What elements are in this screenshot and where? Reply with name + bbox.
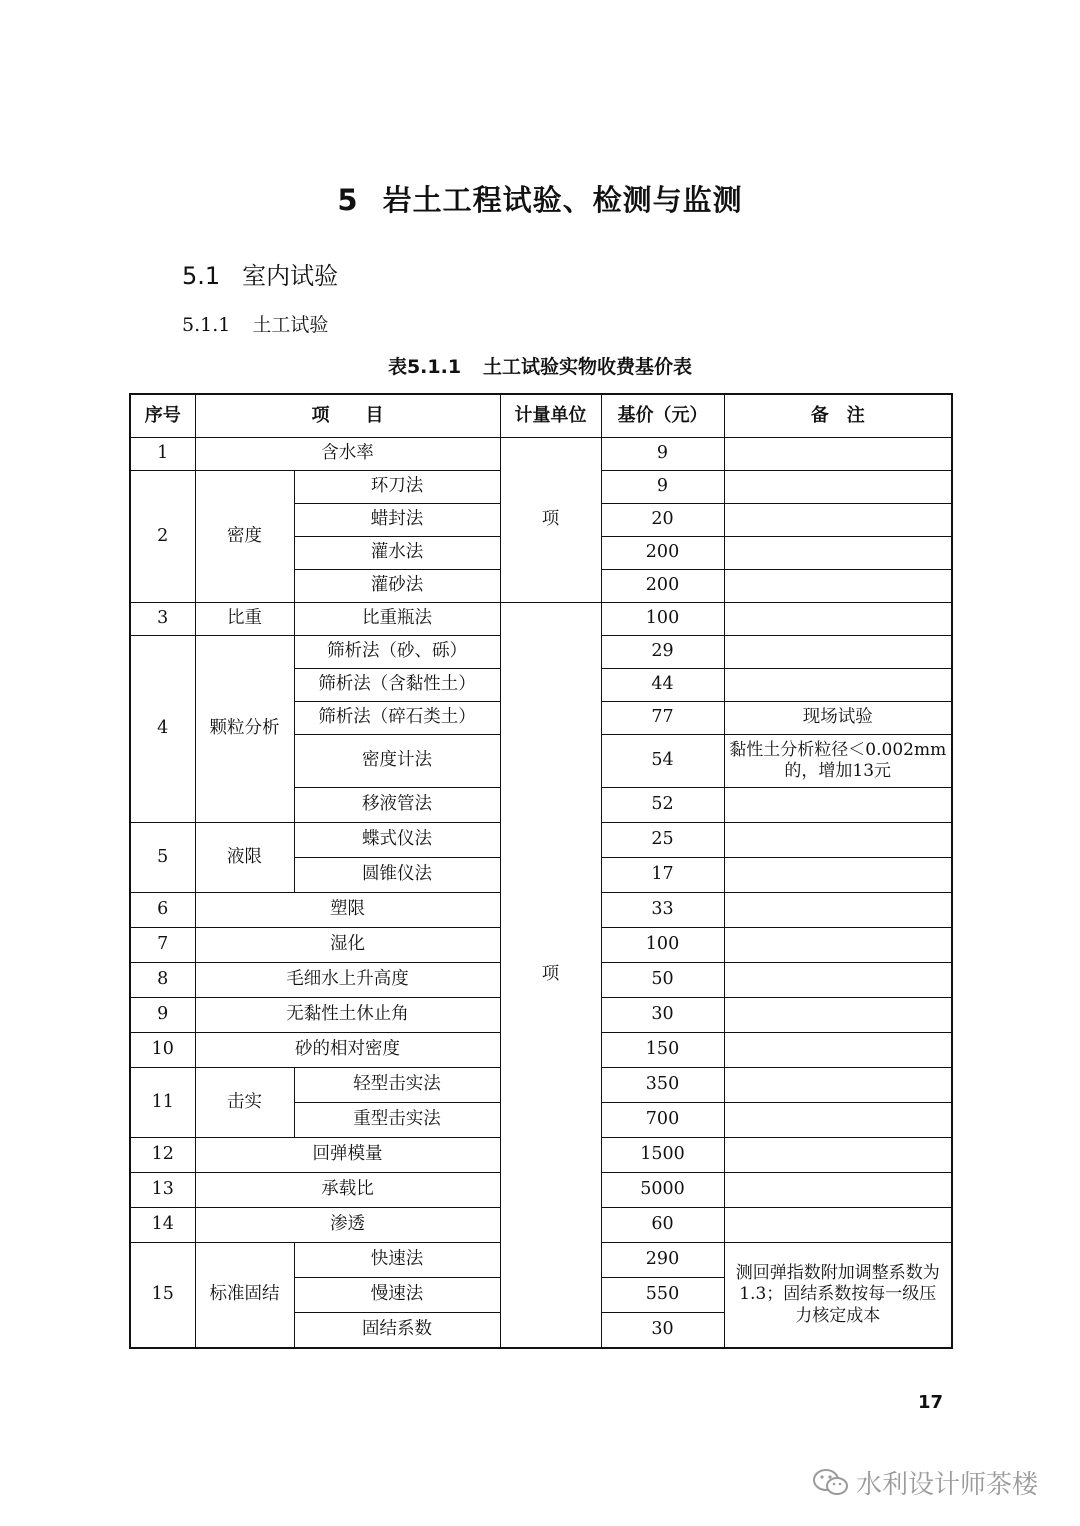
table-caption: [0, 352, 1080, 379]
row-price: 77: [601, 702, 724, 735]
row-index: 13: [130, 1173, 195, 1208]
table-header-row: [130, 394, 952, 438]
row-index: 7: [130, 928, 195, 963]
watermark: [812, 1464, 1038, 1501]
row-index: 9: [130, 998, 195, 1033]
row-remark: [724, 669, 952, 702]
header-item: 项 目: [195, 394, 500, 438]
row-price: 550: [601, 1278, 724, 1313]
row-price: 9: [601, 438, 724, 471]
row-method: 圆锥仪法: [294, 858, 500, 893]
row-item: 砂的相对密度: [195, 1033, 500, 1068]
row-item: 渗透: [195, 1208, 500, 1243]
row-remark: [724, 1068, 952, 1103]
row-method: 蝶式仪法: [294, 823, 500, 858]
row-group: 密度: [195, 471, 294, 603]
row-method: 灌水法: [294, 537, 500, 570]
chapter-number: 5: [337, 183, 359, 217]
row-item: 毛细水上升高度: [195, 963, 500, 998]
section-title: [182, 256, 338, 291]
row-item: 塑限: [195, 893, 500, 928]
row-price: 700: [601, 1103, 724, 1138]
row-remark: [724, 928, 952, 963]
row-remark: [724, 893, 952, 928]
row-price: 33: [601, 893, 724, 928]
row-remark: [724, 998, 952, 1033]
row-price: 290: [601, 1243, 724, 1278]
subsection-number: 5.1.1: [182, 314, 231, 336]
table-caption-title: 土工试验实物收费基价表: [483, 356, 693, 378]
watermark-text: 水利设计师茶楼: [856, 1470, 1039, 1500]
subsection-title: [182, 310, 328, 337]
row-index: 4: [130, 636, 195, 823]
row-index: 8: [130, 963, 195, 998]
row-price: 44: [601, 669, 724, 702]
row-remark: [724, 963, 952, 998]
row-price: 25: [601, 823, 724, 858]
row-method: 移液管法: [294, 788, 500, 823]
row-price: 9: [601, 471, 724, 504]
row-method: 环刀法: [294, 471, 500, 504]
row-group: 比重: [195, 603, 294, 636]
row-index: 10: [130, 1033, 195, 1068]
row-remark: [724, 636, 952, 669]
row-remark: 测回弹指数附加调整系数为1.3；固结系数按每一级压力核定成本: [724, 1243, 952, 1349]
section-title-text: 室内试验: [242, 262, 339, 290]
row-method: 蜡封法: [294, 504, 500, 537]
row-remark: [724, 438, 952, 471]
price-table: [129, 393, 953, 1349]
row-method: 慢速法: [294, 1278, 500, 1313]
row-group: 颗粒分析: [195, 636, 294, 823]
chapter-title: [0, 178, 1080, 219]
table-caption-number: 表5.1.1: [387, 356, 462, 378]
section-number: 5.1: [182, 262, 221, 290]
row-remark: 现场试验: [724, 702, 952, 735]
row-price: 50: [601, 963, 724, 998]
row-remark: [724, 1138, 952, 1173]
row-remark: [724, 1173, 952, 1208]
row-remark: [724, 570, 952, 603]
row-method: 筛析法（碎石类土）: [294, 702, 500, 735]
row-item: 承载比: [195, 1173, 500, 1208]
row-price: 200: [601, 570, 724, 603]
header-index: 序号: [130, 394, 195, 438]
wechat-icon: [812, 1468, 850, 1498]
row-method: 密度计法: [294, 735, 500, 788]
unit-cell: 项: [500, 438, 601, 603]
row-remark: [724, 504, 952, 537]
row-price: 20: [601, 504, 724, 537]
row-price: 200: [601, 537, 724, 570]
row-index: 6: [130, 893, 195, 928]
row-index: 5: [130, 823, 195, 893]
header-unit: 计量单位: [500, 394, 601, 438]
row-item: 无黏性土休止角: [195, 998, 500, 1033]
row-item: 回弹模量: [195, 1138, 500, 1173]
row-remark: [724, 858, 952, 893]
row-price: 100: [601, 603, 724, 636]
row-price: 54: [601, 735, 724, 788]
row-remark: [724, 603, 952, 636]
row-method: 固结系数: [294, 1313, 500, 1349]
row-price: 350: [601, 1068, 724, 1103]
row-price: 5000: [601, 1173, 724, 1208]
table-row: [130, 603, 952, 636]
row-remark: 黏性土分析粒径＜0.002mm的，增加13元: [724, 735, 952, 788]
row-remark: [724, 471, 952, 504]
row-price: 150: [601, 1033, 724, 1068]
unit-cell: 项: [500, 603, 601, 1349]
row-remark: [724, 1208, 952, 1243]
subsection-title-text: 土工试验: [252, 314, 329, 336]
row-index: 14: [130, 1208, 195, 1243]
header-remark: 备 注: [724, 394, 952, 438]
row-price: 17: [601, 858, 724, 893]
row-remark: [724, 788, 952, 823]
row-index: 12: [130, 1138, 195, 1173]
row-group: 标准固结: [195, 1243, 294, 1349]
row-index: 1: [130, 438, 195, 471]
row-price: 100: [601, 928, 724, 963]
row-index: 11: [130, 1068, 195, 1138]
row-method: 轻型击实法: [294, 1068, 500, 1103]
row-price: 1500: [601, 1138, 724, 1173]
row-method: 快速法: [294, 1243, 500, 1278]
row-remark: [724, 823, 952, 858]
row-price: 52: [601, 788, 724, 823]
row-index: 3: [130, 603, 195, 636]
row-group: 液限: [195, 823, 294, 893]
row-method: 重型击实法: [294, 1103, 500, 1138]
row-item: 含水率: [195, 438, 500, 471]
row-item: 湿化: [195, 928, 500, 963]
row-method: 筛析法（含黏性土）: [294, 669, 500, 702]
row-remark: [724, 537, 952, 570]
row-remark: [724, 1103, 952, 1138]
row-index: 2: [130, 471, 195, 603]
row-price: 60: [601, 1208, 724, 1243]
page-number: 17: [918, 1392, 944, 1413]
table-row: [130, 438, 952, 471]
row-method: 灌砂法: [294, 570, 500, 603]
row-method: 比重瓶法: [294, 603, 500, 636]
row-price: 30: [601, 998, 724, 1033]
row-index: 15: [130, 1243, 195, 1349]
row-remark: [724, 1033, 952, 1068]
chapter-title-text: 岩土工程试验、检测与监测: [382, 183, 743, 217]
row-price: 29: [601, 636, 724, 669]
header-price: 基价（元）: [601, 394, 724, 438]
row-method: 筛析法（砂、砾）: [294, 636, 500, 669]
row-price: 30: [601, 1313, 724, 1349]
row-group: 击实: [195, 1068, 294, 1138]
